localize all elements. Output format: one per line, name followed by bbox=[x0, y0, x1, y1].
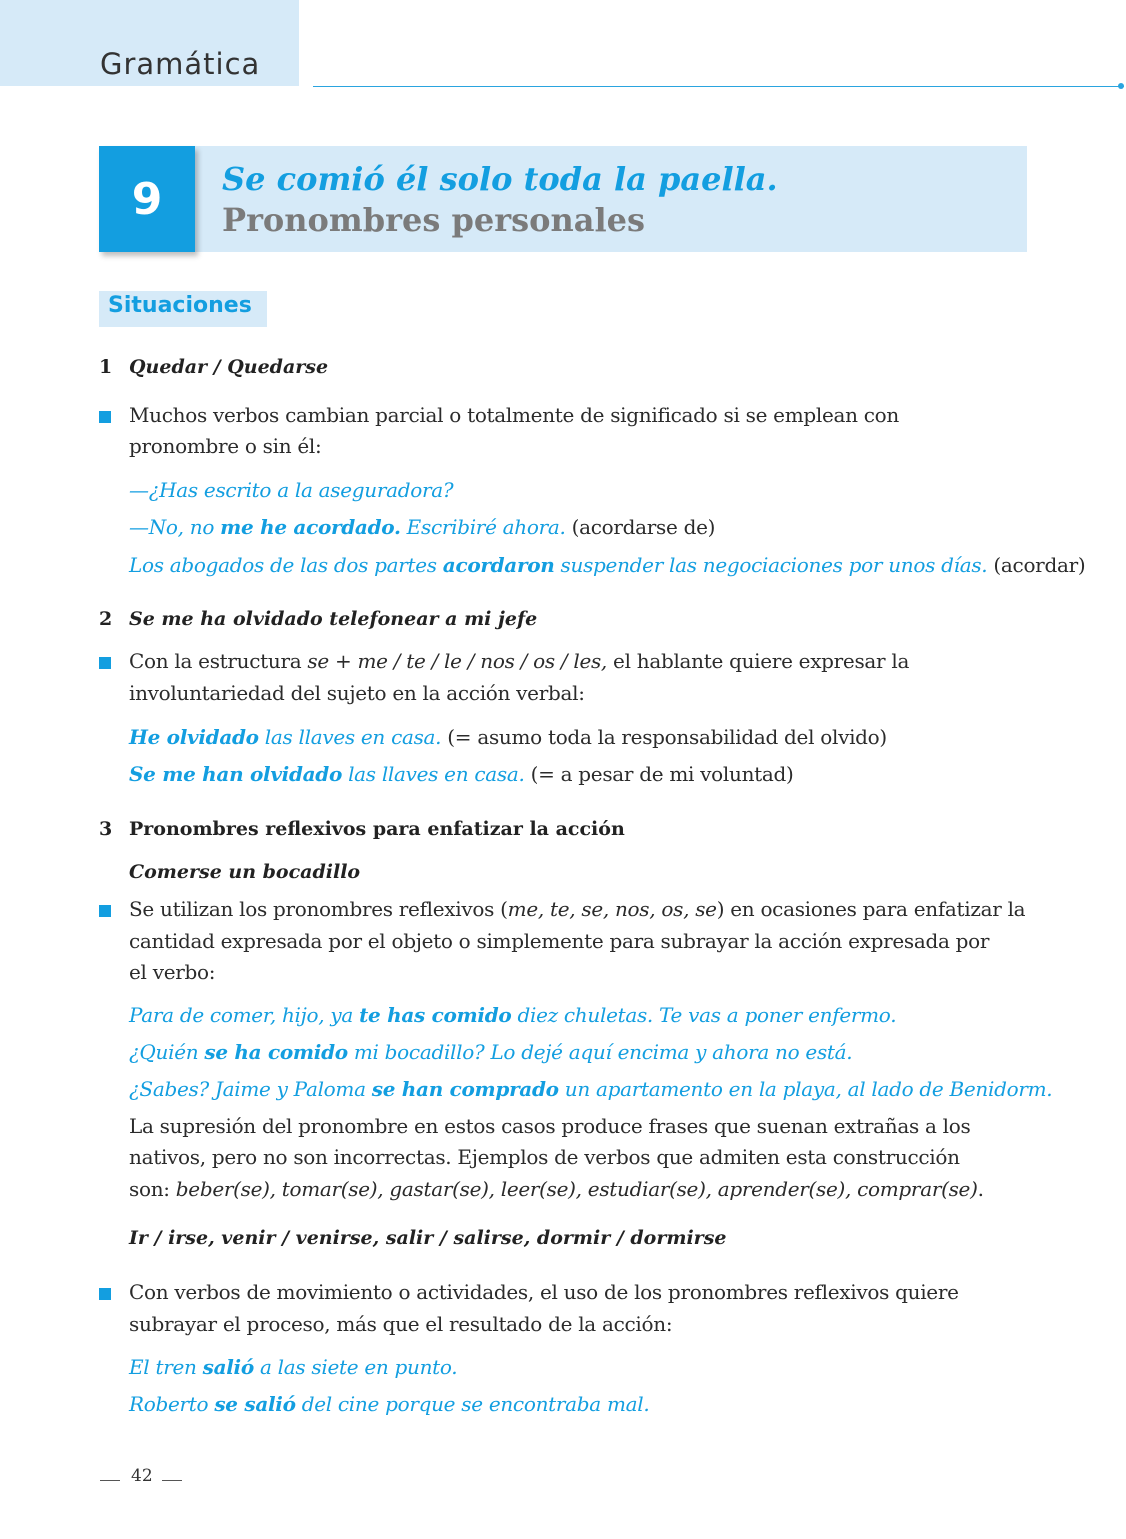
s1-text-line1: Muchos verbos cambian parcial o totalmente de significado si se emplean con bbox=[129, 403, 899, 427]
s3-paragraph-line3: son: beber(se), tomar(se), gastar(se), leer(se), estudiar(se), aprender(se), comprar(se). bbox=[129, 1177, 984, 1201]
section-1-number: 1 bbox=[99, 356, 113, 378]
s3-example-3: ¿Sabes? Jaime y Paloma se han comprado un apartamento en la playa, al lado de Benidorm. bbox=[129, 1077, 1053, 1101]
situaciones-label: Situaciones bbox=[108, 293, 252, 318]
section-1-heading: Quedar / Quedarse bbox=[129, 356, 329, 378]
bullet-square bbox=[99, 657, 111, 669]
s1-example-1: —¿Has escrito a la aseguradora? bbox=[129, 478, 454, 502]
section-2-number: 2 bbox=[99, 608, 113, 630]
header-rule bbox=[313, 86, 1124, 87]
footer-rule-right bbox=[162, 1480, 182, 1481]
section-2-heading: Se me ha olvidado telefonear a mi jefe bbox=[129, 608, 538, 630]
section-3-subheading: Comerse un bocadillo bbox=[129, 861, 361, 883]
s3-example-1: Para de comer, hijo, ya te has comido diez chuletas. Te vas a poner enfermo. bbox=[129, 1003, 897, 1027]
bullet-square bbox=[99, 411, 111, 423]
unit-title-line2: Pronombres personales bbox=[222, 201, 645, 239]
s1-example-2: —No, no me he acordado. Escribiré ahora. (acordarse de) bbox=[129, 515, 716, 539]
s3-example-2: ¿Quién se ha comido mi bocadillo? Lo dejé aquí encima y ahora no está. bbox=[129, 1040, 853, 1064]
unit-title-line1: Se comió él solo toda la paella. bbox=[222, 160, 778, 198]
s3-text-line1: Se utilizan los pronombres reflexivos (me, te, se, nos, os, se) en ocasiones para enfatizar la bbox=[129, 897, 1026, 921]
s3-text-line3: el verbo: bbox=[129, 960, 216, 984]
section-title: Gramática bbox=[100, 47, 261, 81]
s2-text-line2: involuntariedad del sujeto en la acción verbal: bbox=[129, 681, 585, 705]
s3-paragraph-line2: nativos, pero no son incorrectas. Ejemplos de verbos que admiten esta construcción bbox=[129, 1145, 960, 1169]
footer-rule-left bbox=[100, 1480, 120, 1481]
s3-example-4: El tren salió a las siete en punto. bbox=[129, 1355, 458, 1379]
header-rule-dot bbox=[1118, 83, 1124, 89]
s2-example-2: Se me han olvidado las llaves en casa. (= a pesar de mi voluntad) bbox=[129, 762, 794, 786]
s1-text-line2: pronombre o sin él: bbox=[129, 434, 322, 458]
section-3-number: 3 bbox=[99, 818, 113, 840]
s2-text-line1: Con la estructura se + me / te / le / nos / os / les, el hablante quiere expresar la bbox=[129, 649, 910, 673]
bullet-square bbox=[99, 905, 111, 917]
s3-text-line4: Con verbos de movimiento o actividades, el uso de los pronombres reflexivos quiere bbox=[129, 1280, 959, 1304]
section-3-subheading-2: Ir / irse, venir / venirse, salir / salirse, dormir / dormirse bbox=[129, 1227, 727, 1249]
s3-paragraph-line1: La supresión del pronombre en estos casos produce frases que suenan extrañas a los bbox=[129, 1114, 971, 1138]
section-3-heading: Pronombres reflexivos para enfatizar la acción bbox=[129, 818, 625, 840]
s1-example-3: Los abogados de las dos partes acordaron suspender las negociaciones por unos días. (acordar) bbox=[129, 553, 1086, 577]
page-number: 42 bbox=[131, 1466, 153, 1486]
s3-text-line5: subrayar el proceso, más que el resultado de la acción: bbox=[129, 1312, 673, 1336]
unit-number: 9 bbox=[99, 146, 195, 252]
bullet-square bbox=[99, 1288, 111, 1300]
s3-example-5: Roberto se salió del cine porque se encontraba mal. bbox=[129, 1392, 650, 1416]
s2-example-1: He olvidado las llaves en casa. (= asumo toda la responsabilidad del olvido) bbox=[129, 725, 887, 749]
s3-text-line2: cantidad expresada por el objeto o simplemente para subrayar la acción expresada por bbox=[129, 929, 990, 953]
